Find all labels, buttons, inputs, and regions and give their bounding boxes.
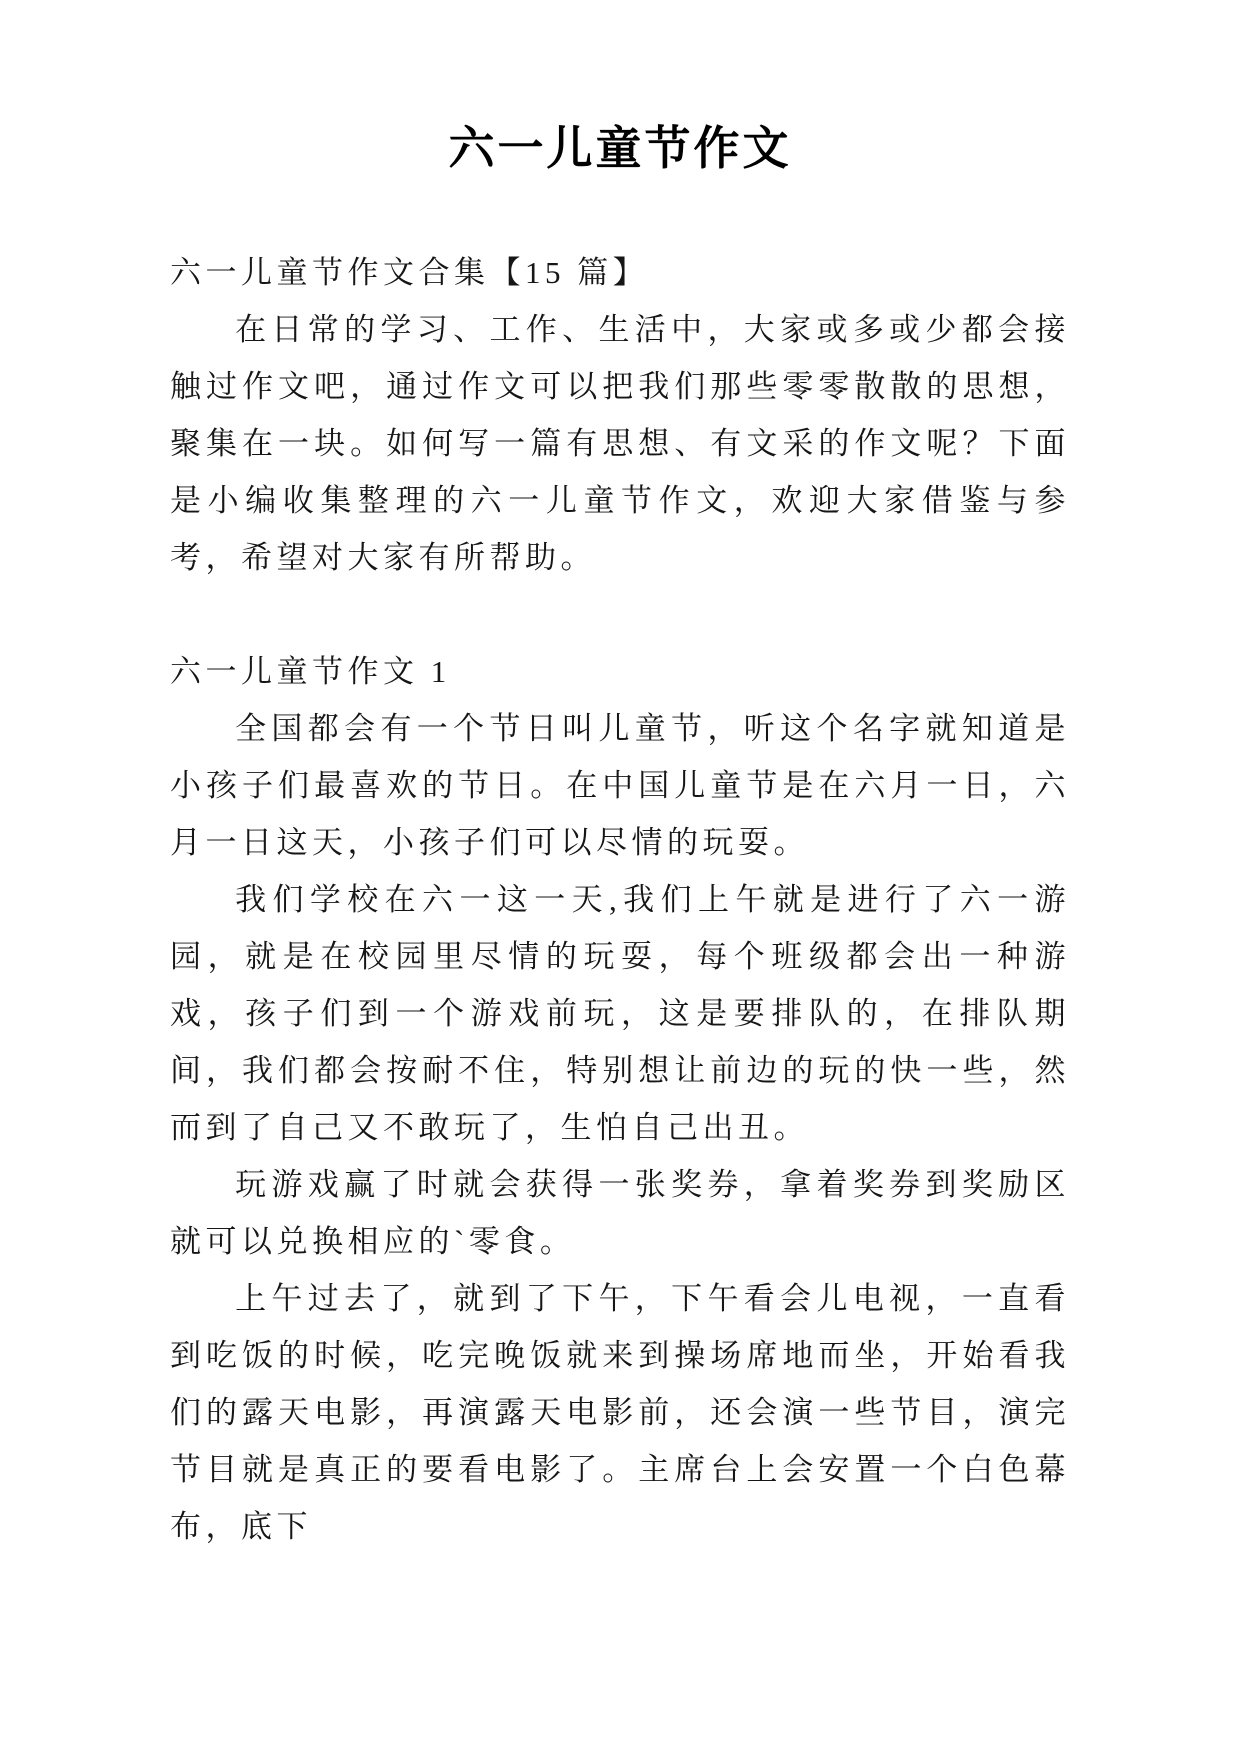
blank-line bbox=[170, 586, 1070, 643]
paragraph-collection-heading: 六一儿童节作文合集【15 篇】 bbox=[170, 255, 649, 290]
paragraph-intro: 在日常的学习、工作、生活中，大家或多或少都会接触过作文吧，通过作文可以把我们那些零零散散的思想，聚集在一块。如何写一篇有思想、有文采的作文呢？下面是小编收集整理的六一儿童节作文，欢迎大家借鉴与参考，希望对大家有所帮助。 bbox=[170, 312, 1070, 575]
paragraph-essay-1-heading: 六一儿童节作文 1 bbox=[170, 654, 451, 689]
paragraph-essay-1-body-1: 全国都会有一个节日叫儿童节，听这个名字就知道是小孩子们最喜欢的节日。在中国儿童节是在六月一日，六月一日这天，小孩子们可以尽情的玩耍。 bbox=[170, 711, 1070, 860]
paragraph-essay-1-body-2: 我们学校在六一这一天,我们上午就是进行了六一游园，就是在校园里尽情的玩耍，每个班级都会出一种游戏，孩子们到一个游戏前玩，这是要排队的，在排队期间，我们都会按耐不住，特别想让前边的玩的快一些，然而到了自己又不敢玩了，生怕自己出丑。 bbox=[170, 882, 1070, 1145]
paragraph-essay-1-body-3: 玩游戏赢了时就会获得一张奖券，拿着奖券到奖励区就可以兑换相应的`零食。 bbox=[170, 1167, 1070, 1259]
document-title: 六一儿童节作文 bbox=[448, 123, 792, 174]
paragraph-essay-1-body-4: 上午过去了，就到了下午，下午看会儿电视，一直看到吃饭的时候，吃完晚饭就来到操场席地而坐，开始看我们的露天电影，再演露天电影前，还会演一些节目，演完节目就是真正的要看电影了。主席台上会安置一个白色幕布，底下 bbox=[170, 1281, 1070, 1544]
